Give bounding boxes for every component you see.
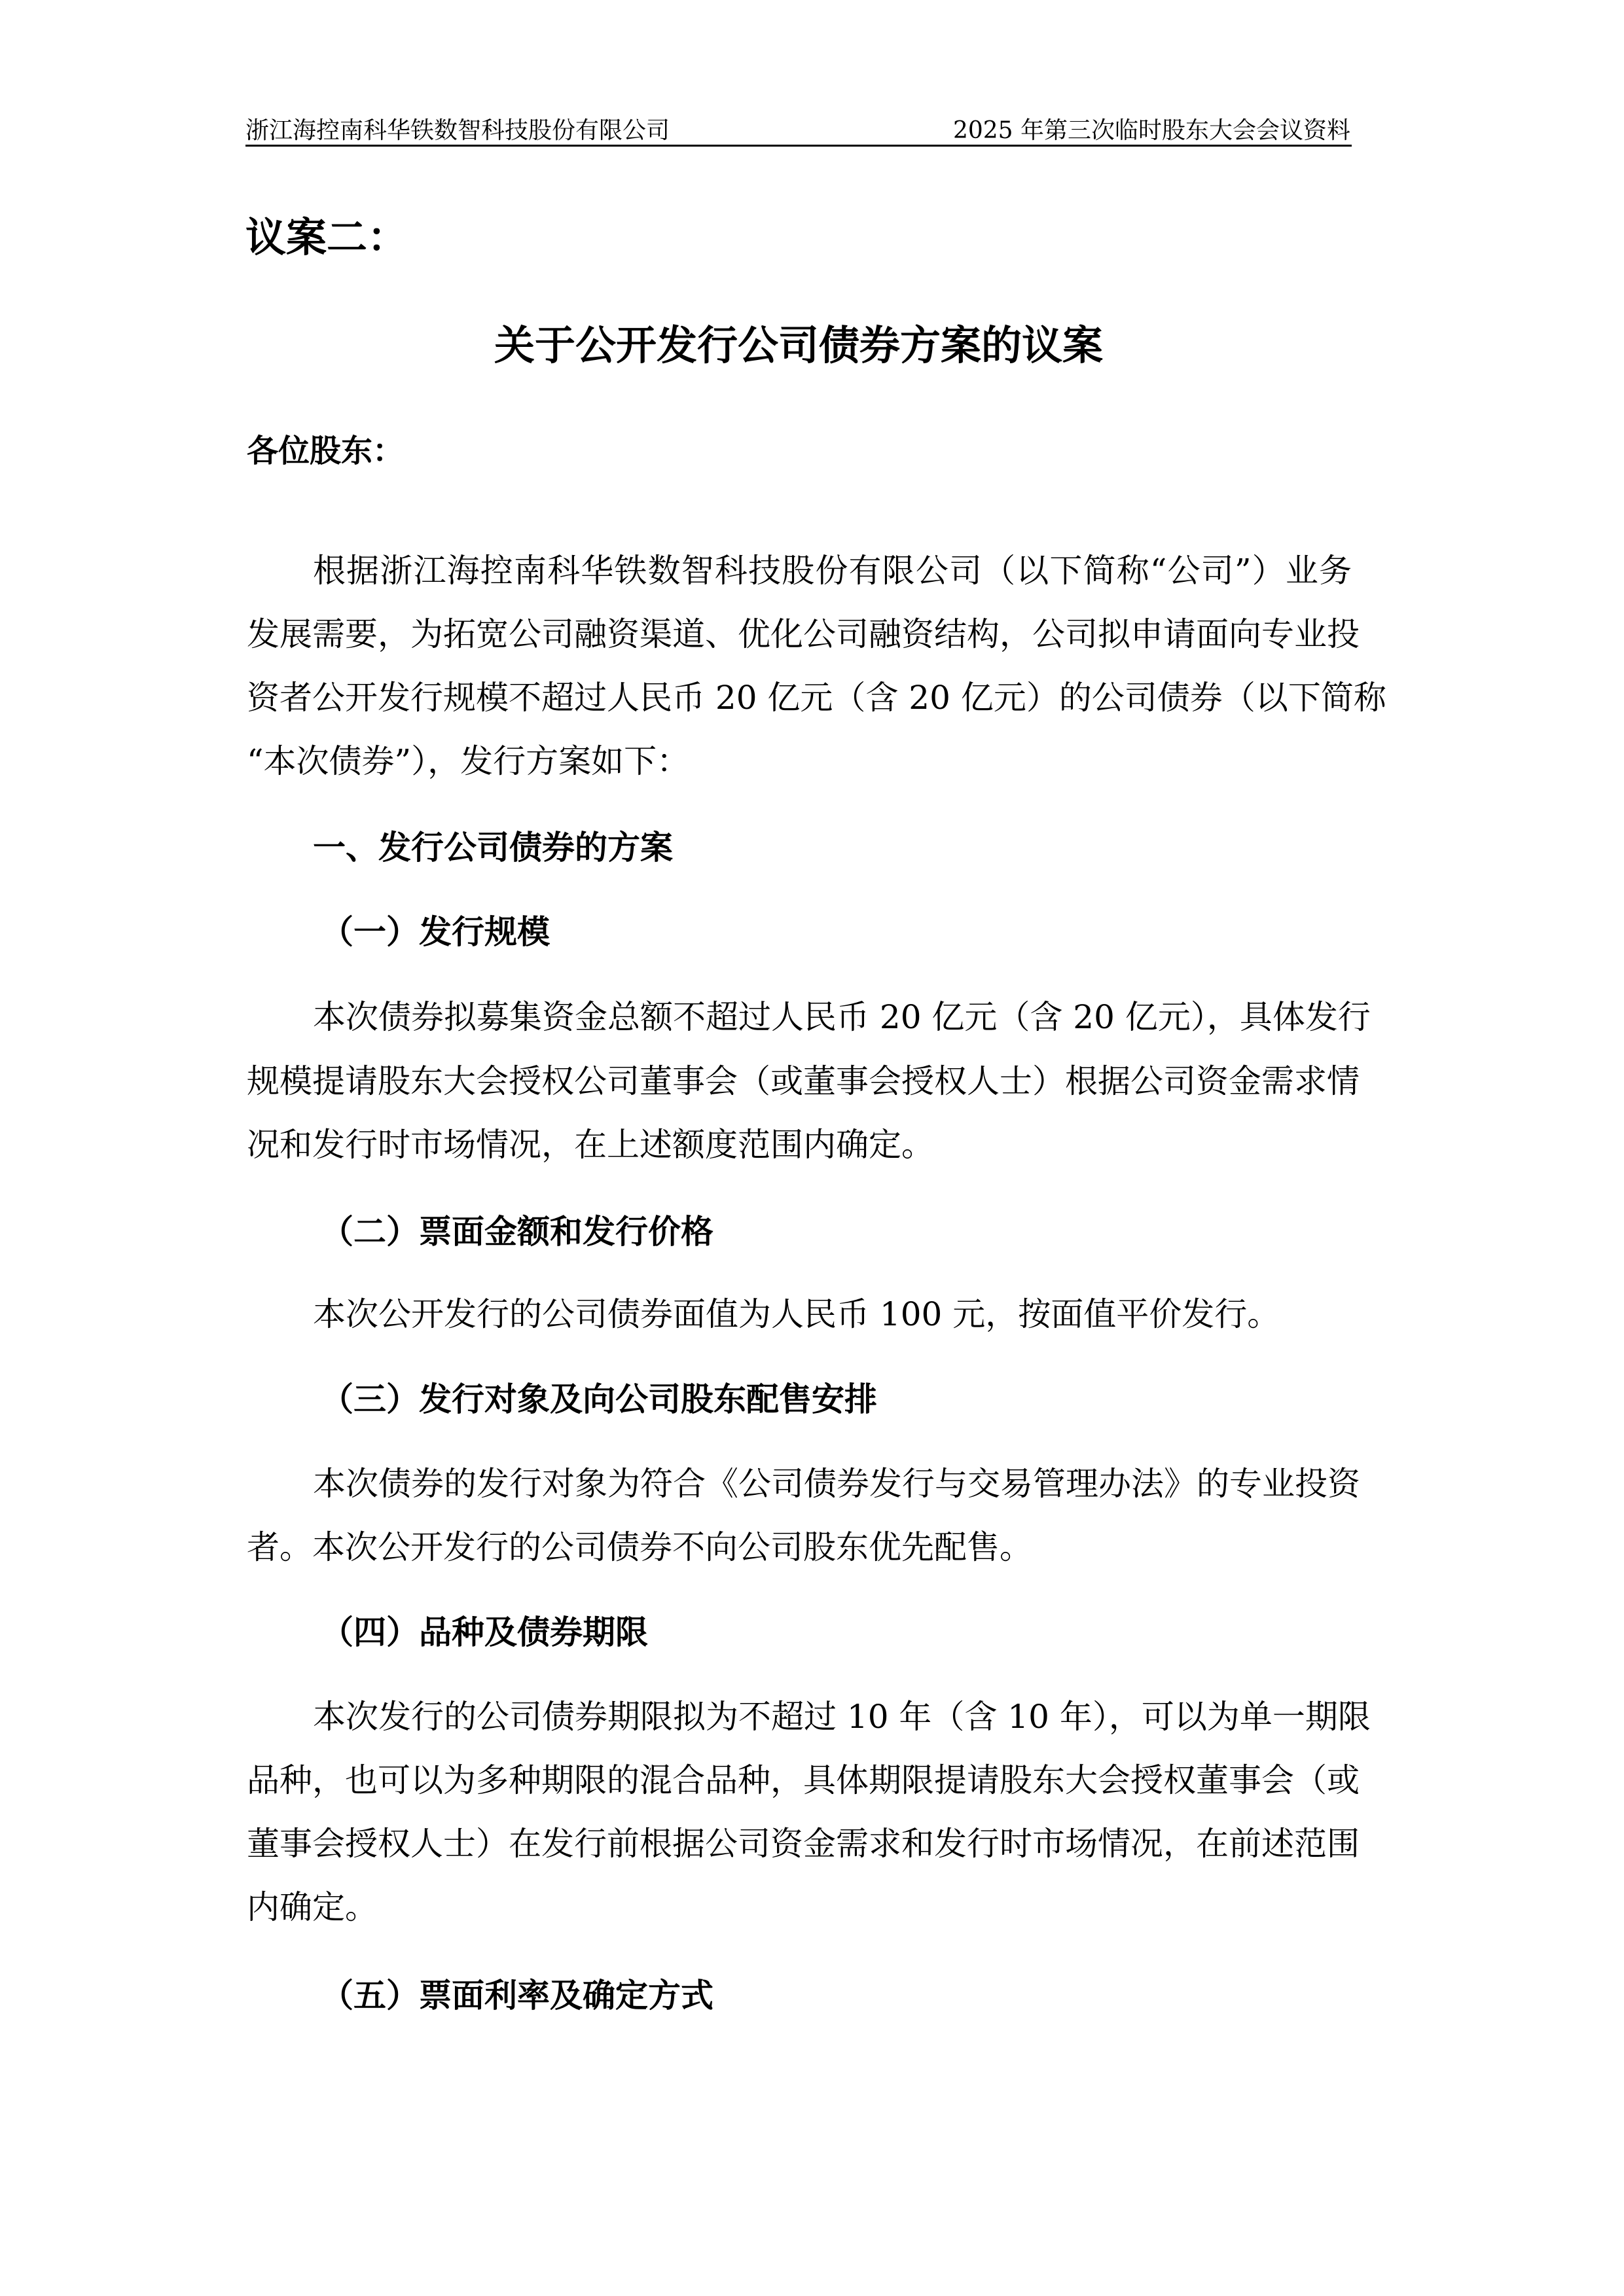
section-heading: 一、发行公司债券的方案 — [313, 829, 673, 867]
motion-number: 议案二： — [245, 213, 408, 261]
subsection-heading: （三）发行对象及向公司股东配售安排 — [321, 1380, 877, 1418]
header-rule — [245, 145, 1352, 147]
subsection-heading: （四）品种及债券期限 — [321, 1613, 648, 1651]
paragraph-line: 本次债券拟募集资金总额不超过人民币 20 亿元（含 20 亿元），具体发行 — [313, 998, 1371, 1036]
intro-line: 发展需要，为拓宽公司融资渠道、优化公司融资结构，公司拟申请面向专业投 — [247, 615, 1360, 653]
paragraph-line: 本次债券的发行对象为符合《公司债券发行与交易管理办法》的专业投资 — [313, 1465, 1360, 1503]
paragraph-line: 品种，也可以为多种期限的混合品种，具体期限提请股东大会授权董事会（或 — [247, 1761, 1360, 1799]
intro-line: “本次债券”），发行方案如下： — [247, 742, 690, 780]
subsection-heading: （一）发行规模 — [321, 913, 550, 951]
header-company-name: 浙江海控南科华铁数智科技股份有限公司 — [245, 117, 670, 144]
paragraph-line: 内确定。 — [247, 1888, 378, 1926]
header-meeting-title: 2025 年第三次临时股东大会会议资料 — [952, 117, 1350, 144]
subsection-heading: （五）票面利率及确定方式 — [321, 1977, 713, 2015]
intro-line: 根据浙江海控南科华铁数智科技股份有限公司（以下简称“公司”）业务 — [313, 552, 1352, 590]
salutation: 各位股东： — [247, 433, 405, 469]
page-title: 关于公开发行公司债券方案的议案 — [494, 321, 1103, 369]
subsection-heading: （二）票面金额和发行价格 — [321, 1213, 713, 1251]
paragraph-line: 况和发行时市场情况，在上述额度范围内确定。 — [247, 1126, 934, 1164]
paragraph-line: 规模提请股东大会授权公司董事会（或董事会授权人士）根据公司资金需求情 — [247, 1062, 1360, 1100]
paragraph-line: 本次公开发行的公司债券面值为人民币 100 元，按面值平价发行。 — [313, 1295, 1280, 1333]
intro-line: 资者公开发行规模不超过人民币 20 亿元（含 20 亿元）的公司债券（以下简称 — [247, 679, 1386, 717]
paragraph-line: 本次发行的公司债券期限拟为不超过 10 年（含 10 年），可以为单一期限 — [313, 1698, 1371, 1736]
paragraph-line: 董事会授权人士）在发行前根据公司资金需求和发行时市场情况，在前述范围 — [247, 1825, 1360, 1863]
paragraph-line: 者。本次公开发行的公司债券不向公司股东优先配售。 — [247, 1528, 1032, 1566]
